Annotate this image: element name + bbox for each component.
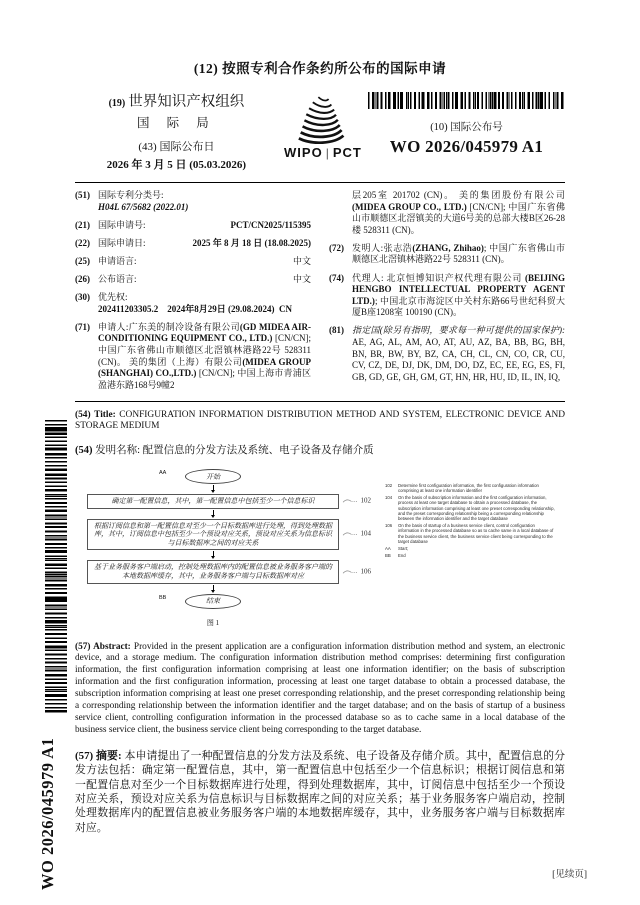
legend-text: Determine first configuration information, the first configuration information comprising at least one information identifier — [398, 483, 539, 494]
end-ref-label: BB — [159, 594, 167, 601]
text-segment: AE, AG, AL, AM, AO, AT, AU, AZ, BA, BB, BG, BH, BN, BR, BW, BY, BZ, CA, CH, CL, CN, CO, CR, CU, CV, CZ, DE, DJ, DK, DM, DO, DZ, EC, EE, EG, ES, FI, GB, GD, GE, GH, GM, GT, HN, HR, HU, ID, IL, IN, IQ, — [352, 337, 565, 382]
text-segment: [CN/CN]; 中国上海市青浦区盈港东路168号9幢2 — [98, 368, 311, 390]
text-segment: 发明人:张志浩 — [352, 242, 413, 253]
text-segment: 指定国(除另有指明，要求每一种可提供的国家保护): — [352, 325, 565, 336]
title-divider — [75, 401, 565, 402]
field-number: (25) — [75, 255, 90, 266]
field-value: PCT/CN2025/115395 — [230, 219, 311, 230]
field-label: 优先权: — [98, 292, 128, 303]
publication-type-line: (12) 按照专利合作条约所公布的国际申请 — [193, 61, 447, 76]
flow-arrow-icon — [87, 584, 339, 594]
leader-line-icon — [342, 498, 360, 505]
header-divider — [75, 182, 565, 183]
flow-step-text: 确定第一配置信息，其中，第一配置信息中包括至少一个信息标识 — [111, 497, 315, 505]
text-segment: 层205室 201702 (CN)。 美的集团股份有限公司 — [352, 190, 565, 200]
wipo-logo — [278, 90, 368, 160]
biblio-field — [75, 322, 311, 392]
legend-ref: 102 — [385, 483, 393, 488]
field-number: (30) — [75, 292, 90, 303]
text-segment: (MIDEA GROUP CO., LTD.) — [352, 201, 467, 212]
legend-ref: 104 — [385, 495, 393, 501]
title-en-text: CONFIGURATION INFORMATION DISTRIBUTION METHOD AND SYSTEM, ELECTRONIC DEVICE AND STORAGE MEDIUM — [75, 409, 566, 432]
text-segment: 申请人:广东美的制冷设备有限公司 — [98, 321, 240, 332]
flow-start-row — [87, 469, 339, 484]
field19-number: (19) — [108, 98, 126, 109]
flow-ref-number: 106 — [360, 567, 371, 576]
field-body — [98, 292, 311, 315]
start-terminator: 开始 — [185, 469, 241, 484]
legend-item — [385, 483, 557, 494]
legend-item — [385, 523, 557, 544]
field-label: 国际申请日: — [98, 237, 146, 248]
figure-caption: 图 1 — [206, 618, 220, 627]
text-segment: [CN/CN]; 中国广东省佛山市顺德区北滘镇林港路22号 528311 (CN)。 美的集团（上海）有限公司 — [98, 333, 312, 367]
field-body — [352, 325, 565, 381]
field-value: 202411203305.2 2024年8月29日 (29.08.2024) CN — [98, 303, 292, 314]
legend-text: On the basis of startup of a business service client, control configuration information in the processed database so as to cache same in a local database of the business service client, the business service client being corresponding to the target database — [398, 523, 554, 544]
text-segment: ; 中国广东省佛山市顺德区北滘镇林港路22号 528311 (CN)。 — [352, 242, 565, 265]
flow-step-text: 根据订阅信息和第一配置信息对至少一个目标数据库进行处理，得到处理数据库，其中，订阅信息中包括至少一个预设对应关系，预设对应关系为信息标识与目标数据库之间的对应关系 — [94, 521, 332, 547]
flow-arrow-icon — [87, 509, 339, 519]
flow-ref-number: 102 — [360, 497, 371, 505]
figure-legend — [385, 483, 557, 559]
legend-ref: AA — [385, 545, 391, 551]
legend-ref: 106 — [385, 523, 393, 529]
field-body — [352, 190, 565, 235]
text-segment: ; 中国北京市海淀区中关村东路66号世纪科贸大厦B座1208室 100190 (CN)。 — [352, 295, 565, 318]
org-bureau: 国 际 局 — [137, 116, 216, 130]
text-segment: (ZHANG, Zhihao) — [412, 242, 484, 253]
biblio-field — [75, 238, 311, 250]
flow-arrow-icon — [87, 550, 339, 560]
biblio-col-right — [329, 190, 565, 398]
wipo-pct-wordmark — [278, 145, 368, 160]
legend-item — [385, 546, 557, 551]
text-segment: 代理人: 北京恒博知识产权代理有限公司 — [352, 272, 525, 283]
abstract-zh-text: 本申请提出了一种配置信息的分发方法及系统、电子设备及存储介质。其中，配置信息的分发方法包括：确定第一配置信息，其中，第一配置信息中包括至少一个信息标识；根据订阅信息和第一配置信息对至少一个目标数据库进行处理，得到处理数据库，其中，订阅信息中包括至少一个预设对应关系，预设对应关系为信息标识与目标数据库之间的对应关系；基于业务服务客户端启动，控制处理数据库内的配置信息被业务服务客户端的本地数据库缓存，其中，业务服务客户端与目标数据库对应。 — [75, 749, 565, 834]
field-body — [98, 322, 311, 390]
field-body — [98, 190, 311, 213]
field-number: (72) — [329, 242, 344, 253]
page-content — [75, 0, 565, 835]
flow-step-ref — [342, 497, 372, 506]
biblio-field — [75, 274, 311, 286]
leader-line-icon — [342, 531, 360, 538]
flowchart — [87, 469, 371, 628]
text-segment: (BEIJING HENGBO INTELLECTUAL PROPERTY AGENT LTD.) — [352, 272, 565, 306]
flow-steps — [87, 484, 371, 584]
flow-arrow-icon — [87, 484, 339, 494]
field-number: (21) — [75, 219, 90, 230]
field-body — [98, 220, 311, 232]
field-body — [98, 256, 311, 268]
title-chinese — [75, 442, 565, 457]
field-number: (26) — [75, 273, 90, 284]
field-value: H04L 67/5682 (2022.01) — [98, 201, 189, 212]
wipo-text: WIPO — [284, 145, 323, 160]
text-segment: (GD MIDEA AIR-CONDITIONING EQUIPMENT CO., LTD.) — [98, 321, 311, 344]
flow-step-ref — [342, 568, 372, 577]
field-number: (81) — [329, 325, 344, 336]
text-segment: (MIDEA GROUP (SHANGHAI) CO.,LTD.) — [98, 356, 311, 379]
title-english — [75, 410, 565, 433]
legend-item — [385, 495, 557, 521]
biblio-field — [329, 243, 565, 266]
org-name-line — [75, 90, 278, 111]
flow-step — [87, 509, 371, 551]
abstract-zh-label: (57) 摘要: — [75, 749, 122, 762]
wipo-swirl-icon — [292, 92, 354, 144]
flow-step-ref — [342, 530, 372, 539]
pub-date-label: (43) 国际公布日 — [138, 141, 215, 153]
field-value: 中文 — [292, 255, 311, 266]
legend-ref: BB — [385, 552, 391, 558]
field-body — [352, 243, 565, 265]
biblio-field — [75, 256, 311, 268]
title-zh-number: (54) — [75, 445, 93, 456]
header-org-block — [75, 90, 278, 172]
flow-step-text: 基于业务服务客户端启动，控制处理数据库内的配置信息被业务服务客户端的本地数据库缓存，其中，业务服务客户端与目标数据库对应 — [94, 563, 332, 580]
biblio-field — [329, 190, 565, 236]
abstract-chinese — [75, 749, 565, 835]
legend-text: End — [398, 552, 406, 558]
flow-end-row — [87, 594, 339, 609]
biblio-field — [75, 292, 311, 315]
title-en-number: (54) — [75, 409, 91, 420]
field-number: (22) — [75, 237, 90, 248]
field-label: 国际申请号: — [98, 219, 146, 230]
barcode — [368, 92, 565, 109]
text-segment: [CN/CN]; 中国广东省佛山市顺德区北滘镇美的大道6号美的总部大楼B区26-28楼 528311 (CN)。 — [352, 201, 565, 235]
field-body — [98, 274, 311, 286]
header — [75, 90, 565, 172]
abstract-en-label: (57) Abstract: — [75, 641, 131, 652]
flow-ref-number: 104 — [360, 530, 371, 539]
title-en-label: Title: — [94, 409, 116, 420]
field-value: 2025 年 8 月 18 日 (18.08.2025) — [192, 237, 311, 248]
pub-number-label: (10) 国际公布号 — [430, 122, 503, 133]
biblio-field — [329, 273, 565, 319]
flowchart-step-box — [87, 494, 371, 509]
abstract-english — [75, 642, 565, 737]
continuation-note: [见续页] — [552, 870, 587, 880]
field-body — [98, 238, 311, 250]
bibliographic-data — [75, 190, 565, 398]
biblio-col-left — [75, 190, 311, 398]
field-label: 公布语言: — [98, 273, 137, 284]
leader-line-icon — [342, 568, 360, 575]
wordmark-divider: | — [325, 146, 330, 160]
flowchart-step-box — [87, 519, 371, 551]
start-ref-label: AA — [159, 470, 167, 476]
flow-step — [87, 550, 371, 583]
sidebar-barcode — [45, 420, 67, 713]
biblio-field — [329, 325, 565, 383]
title-zh-label: 发明名称: — [95, 445, 141, 456]
biblio-field — [75, 220, 311, 232]
biblio-field — [75, 190, 311, 213]
publication-number: WO 2026/045979 A1 — [389, 137, 544, 156]
org-name: 世界知识产权组织 — [128, 94, 245, 110]
figure-1 — [75, 469, 565, 628]
field-number: (71) — [75, 321, 90, 332]
pct-text: PCT — [332, 145, 362, 160]
legend-text: On the basis of subscription information and the first configuration information, process at least one target database to obtain a processed database, the subscription information comprising at least one preset corresponding relationship, and the preset corresponding relationship being a corresponding relationship between the information identifier and the target database — [398, 495, 555, 522]
pub-date: 2026 年 3 月 5 日 (05.03.2026) — [106, 159, 247, 171]
flow-step — [87, 484, 371, 509]
flowchart-step-box — [87, 560, 371, 583]
field-label: 申请语言: — [98, 255, 137, 266]
end-terminator: 结束 — [185, 594, 241, 609]
header-pub-block — [368, 90, 565, 157]
sidebar-publication-number: WO 2026/045979 A1 — [38, 737, 57, 890]
field-number: (51) — [75, 190, 90, 200]
field-number: (74) — [329, 272, 344, 283]
field-label: 国际专利分类号: — [98, 190, 164, 200]
legend-text: Start; — [398, 545, 409, 551]
field-value: 中文 — [292, 273, 311, 284]
title-zh-text: 配置信息的分发方法及系统、电子设备及存储介质 — [142, 445, 374, 456]
field-body — [352, 273, 565, 318]
legend-item — [385, 553, 557, 558]
abstract-en-text: Provided in the present application are a configuration information distribution method and system, an electronic device, and a storage medium. The configuration information distribution method comprises: determining first configuration information, the first configuration information comprising at least one information identifier; on the basis of subscription information and the first configuration information, processing at least one target database to obtain a processed database, the subscription information comprising at least one preset corresponding relationship, and the preset corresponding relationship being a corresponding relationship between the information identifier and the target database; and on the basis of startup of a business service client, controlling configuration information in the processed database so as to cache same in a local database of the business service client, the business service client being corresponding to the target database. — [75, 641, 565, 735]
